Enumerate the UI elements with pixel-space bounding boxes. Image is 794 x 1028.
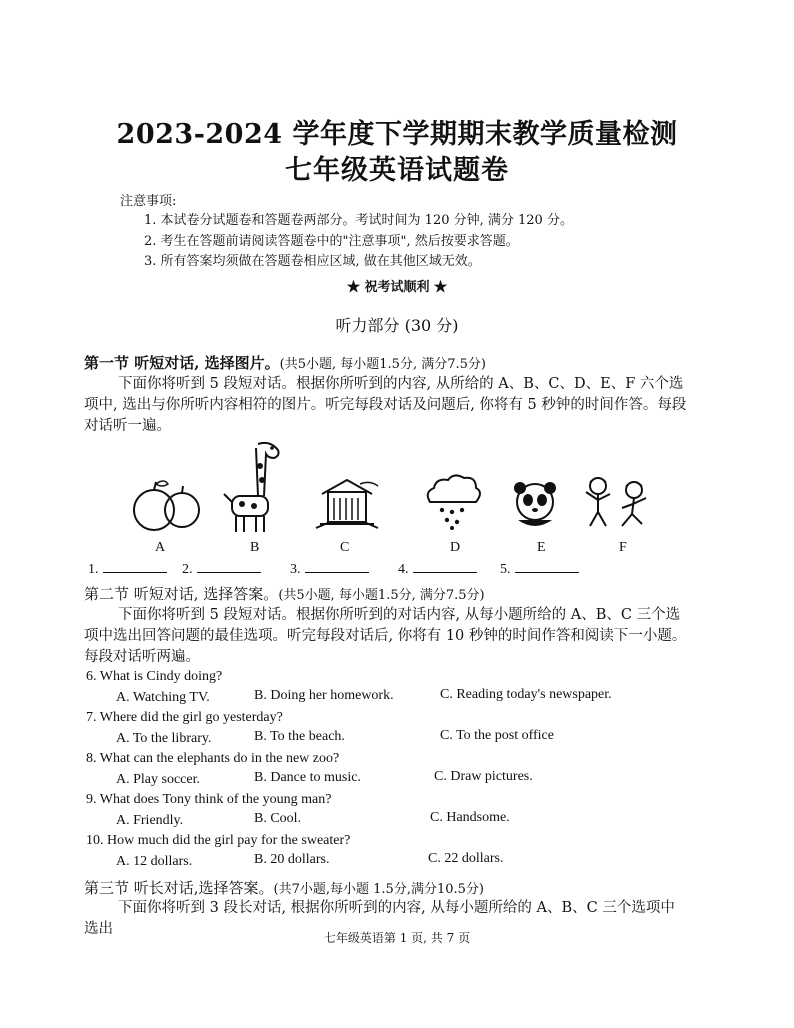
picture-label: B [250,540,260,555]
note-item: 1. 本试卷分试题卷和答题卷两部分。考试时间为 120 分钟, 满分 120 分。 [144,213,573,228]
option-b[interactable]: B. Dance to music. [254,770,361,785]
section3-heading: 第三节 听长对话,选择答案。 [84,879,274,897]
exam-subtitle: 七年级英语试题卷 [285,155,509,186]
apples-icon [130,436,202,532]
note-item: 2. 考生在答题前请阅读答题卷中的"注意事项", 然后按要求答题。 [144,234,519,249]
answer-blank[interactable] [500,560,579,578]
section2-meta: (共5小题, 每小题1.5分, 满分7.5分) [278,588,485,603]
question-7: 7. Where did the girl go yesterday? [86,710,283,725]
blank-number: 5. [500,562,511,577]
section1-title [84,352,486,373]
picture-label: F [619,540,627,555]
picture-label: E [537,540,546,555]
exam-title: 2023-2024 学年度下学期期末教学质量检测 [116,119,678,150]
section2-heading: 第二节 听短对话, 选择答案。 [84,585,279,603]
notes-heading: 注意事项: [120,194,177,209]
answer-blank[interactable] [290,560,369,578]
section1-meta: (共5小题, 每小题1.5分, 满分7.5分) [279,357,486,372]
blank-number: 1. [88,562,99,577]
option-b[interactable]: B. Doing her homework. [254,688,394,703]
option-c[interactable]: C. 22 dollars. [428,851,504,866]
option-a[interactable]: A. Play soccer. [116,772,200,787]
question-9: 9. What does Tony think of the young man? [86,792,332,807]
option-c[interactable]: C. Reading today's newspaper. [440,687,612,702]
dancing-children-icon [580,436,656,532]
blank-number: 2. [182,562,193,577]
blank-number: 3. [290,562,301,577]
page-footer: 七年级英语第 1 页, 共 7 页 [323,931,471,945]
listening-part-title: 听力部分 (30 分) [335,316,459,335]
option-c[interactable]: C. Handsome. [430,810,510,825]
option-b[interactable]: B. To the beach. [254,729,345,744]
section3-meta: (共7小题,每小题 1.5分,满分10.5分) [273,882,484,897]
picture-label: C [340,540,350,555]
option-a[interactable]: A. 12 dollars. [116,854,193,869]
question-8: 8. What can the elephants do in the new zoo? [86,751,340,766]
section1-heading: 第一节 听短对话, 选择图片。 [84,354,280,372]
option-c[interactable]: C. Draw pictures. [434,769,533,784]
snow-cloud-icon [420,436,486,532]
question-6: 6. What is Cindy doing? [86,669,223,684]
panda-icon [510,436,560,532]
answer-blank[interactable] [182,560,261,578]
good-luck-line: ★ 祝考试顺利 ★ [346,280,448,295]
answer-blank[interactable] [398,560,477,578]
option-a[interactable]: A. Watching TV. [116,690,210,705]
picture-label: D [450,540,461,555]
section1-instructions: 下面你将听到 5 段短对话。根据你所听到的内容, 从所给的 A、B、C、D、E、F 六个选项中, 选出与你所听内容相符的图片。听完每段对话及问题后, 你将有 5 秒钟的时间作答。每段对话听一遍。 [84,376,687,434]
option-b[interactable]: B. 20 dollars. [254,852,330,867]
option-c[interactable]: C. To the post office [440,728,554,743]
picture-label: A [155,540,166,555]
section3-title [84,877,484,898]
section2-instructions: 下面你将听到 5 段短对话。根据你所听到的对话内容, 从每小题所给的 A、B、C 三个选项中选出回答问题的最佳选项。听完每段对话后, 你将有 10 秒钟的时间作答和阅读下一小题。每段对话听两遍。 [84,607,687,665]
section2-title [84,583,485,604]
giraffe-icon [218,436,290,536]
question-10: 10. How much did the girl pay for the sweater? [86,833,351,848]
section3-instructions: 下面你将听到 3 段长对话, 根据你所听到的内容, 从每小题所给的 A、B、C 三个选项中选出 [84,900,675,937]
option-a[interactable]: A. To the library. [116,731,212,746]
note-item: 3. 所有答案均须做在答题卷相应区域, 做在其他区域无效。 [144,254,481,269]
answer-blank[interactable] [88,560,167,578]
option-b[interactable]: B. Cool. [254,811,302,826]
option-a[interactable]: A. Friendly. [116,813,184,828]
blank-number: 4. [398,562,409,577]
building-icon [312,436,382,532]
